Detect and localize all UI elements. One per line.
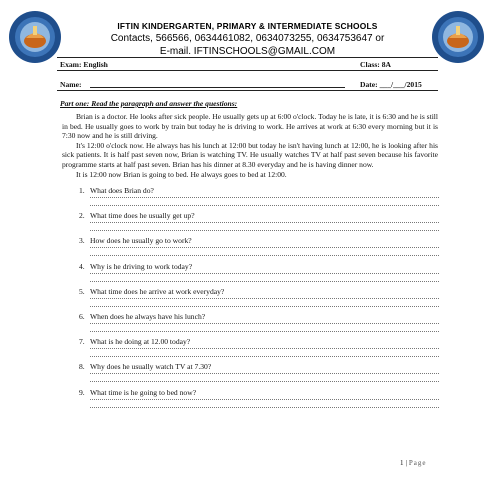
page-footer [400, 459, 427, 467]
answer-line[interactable] [90, 222, 439, 223]
class-label: Class: 8A [360, 60, 392, 69]
answer-line[interactable] [90, 331, 439, 332]
answer-line[interactable] [90, 230, 439, 231]
answer-line[interactable] [90, 255, 439, 256]
answer-line[interactable] [90, 407, 439, 408]
question-number: 9. [79, 387, 85, 397]
answer-line[interactable] [90, 197, 439, 198]
answer-line[interactable] [90, 356, 439, 357]
question-text: What does Brian do? [90, 186, 154, 195]
question-text: What time does he arrive at work everyday? [90, 286, 225, 296]
question-item [79, 337, 439, 362]
question-number: 6. [79, 311, 85, 321]
question-text: What time is he going to bed now? [90, 387, 197, 397]
reading-passage [62, 112, 438, 179]
question-number: 5. [79, 286, 85, 296]
question-item [79, 287, 439, 312]
page-number: 1 [400, 459, 404, 467]
question-item [79, 388, 439, 413]
answer-line[interactable] [90, 281, 439, 282]
answer-line[interactable] [90, 205, 439, 206]
section-title: Part one: Read the paragraph and answer the questions: [60, 99, 238, 108]
page-separator: | [405, 459, 407, 467]
question-text: Why does he usually watch TV at 7.30? [90, 362, 212, 372]
question-number: 7. [79, 337, 85, 347]
name-blank-line[interactable] [90, 87, 345, 88]
question-item [79, 362, 439, 387]
answer-line[interactable] [90, 306, 439, 307]
school-name: IFTIN KINDERGARTEN, PRIMARY & INTERMEDIATE SCHOOLS [117, 21, 378, 31]
passage-paragraph: It is 12:00 now Brian is going to bed. He always goes to bed at 12:00. [76, 169, 287, 179]
question-text: Why is he driving to work today? [90, 261, 193, 271]
question-item [79, 236, 439, 261]
exam-label: Exam: English [60, 60, 108, 69]
school-contacts: Contacts, 566566, 0634461082, 0634073255, 0634753647 or [110, 33, 385, 44]
answer-line[interactable] [90, 273, 439, 274]
question-item [79, 312, 439, 337]
page-word: Page [408, 459, 427, 467]
question-number: 1. [79, 186, 85, 195]
answer-line[interactable] [90, 381, 439, 382]
answer-line[interactable] [90, 348, 439, 349]
question-number: 3. [79, 236, 85, 246]
question-number: 2. [79, 211, 85, 221]
name-label: Name: [60, 80, 82, 89]
answer-line[interactable] [90, 323, 439, 324]
answer-line[interactable] [90, 298, 439, 299]
question-text: What time does he usually get up? [90, 211, 195, 221]
passage-paragraph: It's 12:00 o'clock now. He always has his lunch at 12:00 but today he isn't having lunch at 12:00, he is looking after his sick patients. It is half past seven now, Brian is watching TV. He usually watches TV at half past seven because his favorite programme starts at half past seven. Brian has his dinner at 8.30 everyday and he is having dinner now. [62, 140, 438, 169]
question-item [79, 186, 439, 211]
passage-paragraph: Brian is a doctor. He looks after sick people. He usually gets up at 6:00 o'clock. Today he is late, it is 6:30 and he is still in bed. He usually goes to work by train but today he is driving to work. He arrives at work at 6:30 every morning but it is 7:30 now and he is still driving. [62, 112, 438, 141]
question-item [79, 262, 439, 287]
question-number: 4. [79, 261, 85, 271]
school-email: E-mail. IFTINSCHOOLS@GMAIL.COM [159, 46, 336, 57]
date-label: Date: ___/___/2015 [360, 80, 422, 89]
question-text: What is he doing at 12.00 today? [90, 337, 191, 347]
question-item [79, 211, 439, 236]
question-number: 8. [79, 362, 85, 372]
question-text: When does he always have his lunch? [90, 311, 206, 321]
header-divider [57, 57, 438, 58]
exam-row-divider [57, 70, 438, 71]
name-row-divider [57, 90, 438, 91]
answer-line[interactable] [90, 373, 439, 374]
answer-line[interactable] [90, 399, 439, 400]
answer-line[interactable] [90, 247, 439, 248]
question-text: How does he usually go to work? [90, 236, 192, 246]
question-list [79, 186, 439, 413]
